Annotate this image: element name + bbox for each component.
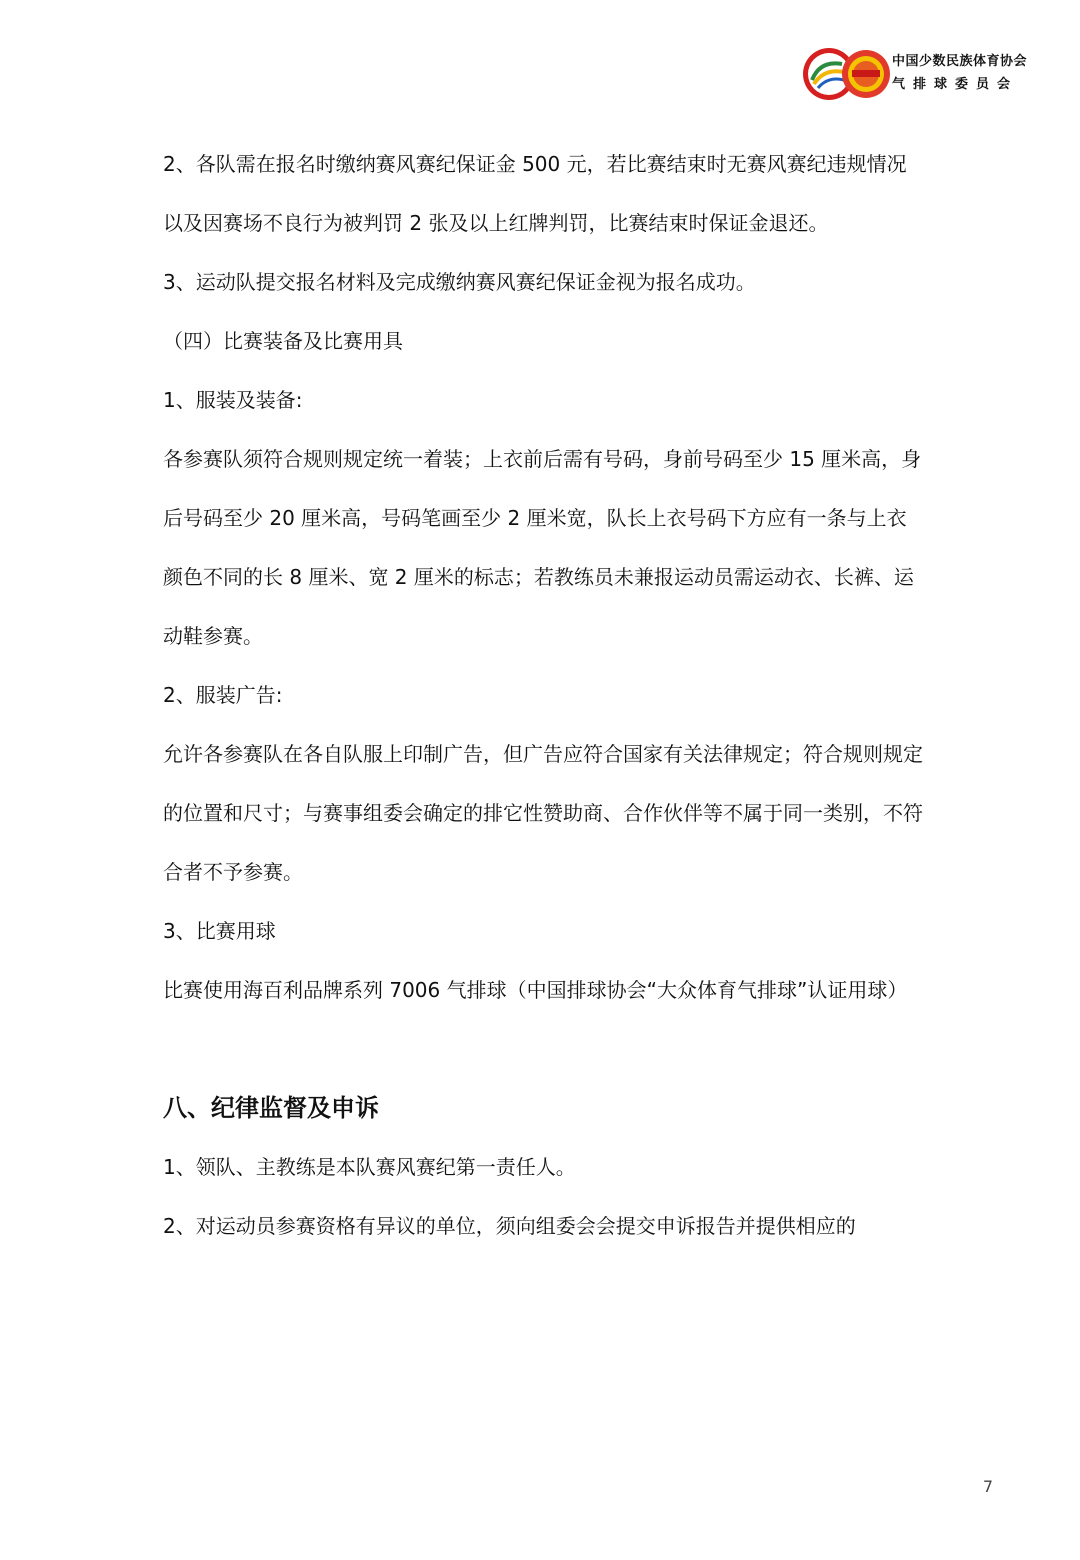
paragraph: 比赛使用海百利品牌系列 7006 气排球（中国排球协会“大众体育气排球”认证用球） [163,978,908,1002]
paragraph: 2、对运动员参赛资格有异议的单位，须向组委会会提交申诉报告并提供相应的 [163,1214,856,1238]
page-number: 7 [982,1477,994,1496]
paragraph: 2、服装广告: [163,683,283,707]
logo-title-line1: 中国少数民族体育协会 [892,54,1028,69]
paragraph: 1、领队、主教练是本队赛风赛纪第一责任人。 [163,1155,576,1179]
association-logo [800,46,1050,102]
subsection-title: （四）比赛装备及比赛用具 [163,329,403,353]
logo-title-line2: 气排球委员会 [892,77,1019,92]
paragraph: 各参赛队须符合规则规定统一着装；上衣前后需有号码，身前号码至少 15 厘米高，身后号码至少 20 厘米高，号码笔画至少 2 厘米宽，队长上衣号码下方应有一条与上衣颜色不同的长 8 厘米、宽 2 厘米的标志；若教练员未兼报运动员需运动衣、长裤、运动鞋参赛。 [163,447,922,648]
paragraph: 允许各参赛队在各自队服上印制广告，但广告应符合国家有关法律规定；符合规则规定的位置和尺寸；与赛事组委会确定的排它性赞助商、合作伙伴等不属于同一类别，不符合者不予参赛。 [163,742,923,884]
section-heading: 八、纪律监督及申诉 [163,1094,379,1122]
paragraph: 3、比赛用球 [163,919,276,943]
paragraph: 1、服装及装备: [163,388,303,412]
paragraph: 3、运动队提交报名材料及完成缴纳赛风赛纪保证金视为报名成功。 [163,270,756,294]
logo-emblem-icon [800,46,892,102]
paragraph: 2、各队需在报名时缴纳赛风赛纪保证金 500 元，若比赛结束时无赛风赛纪违规情况以及因赛场不良行为被判罚 2 张及以上红牌判罚，比赛结束时保证金退还。 [163,152,907,235]
document-body [163,135,923,1256]
